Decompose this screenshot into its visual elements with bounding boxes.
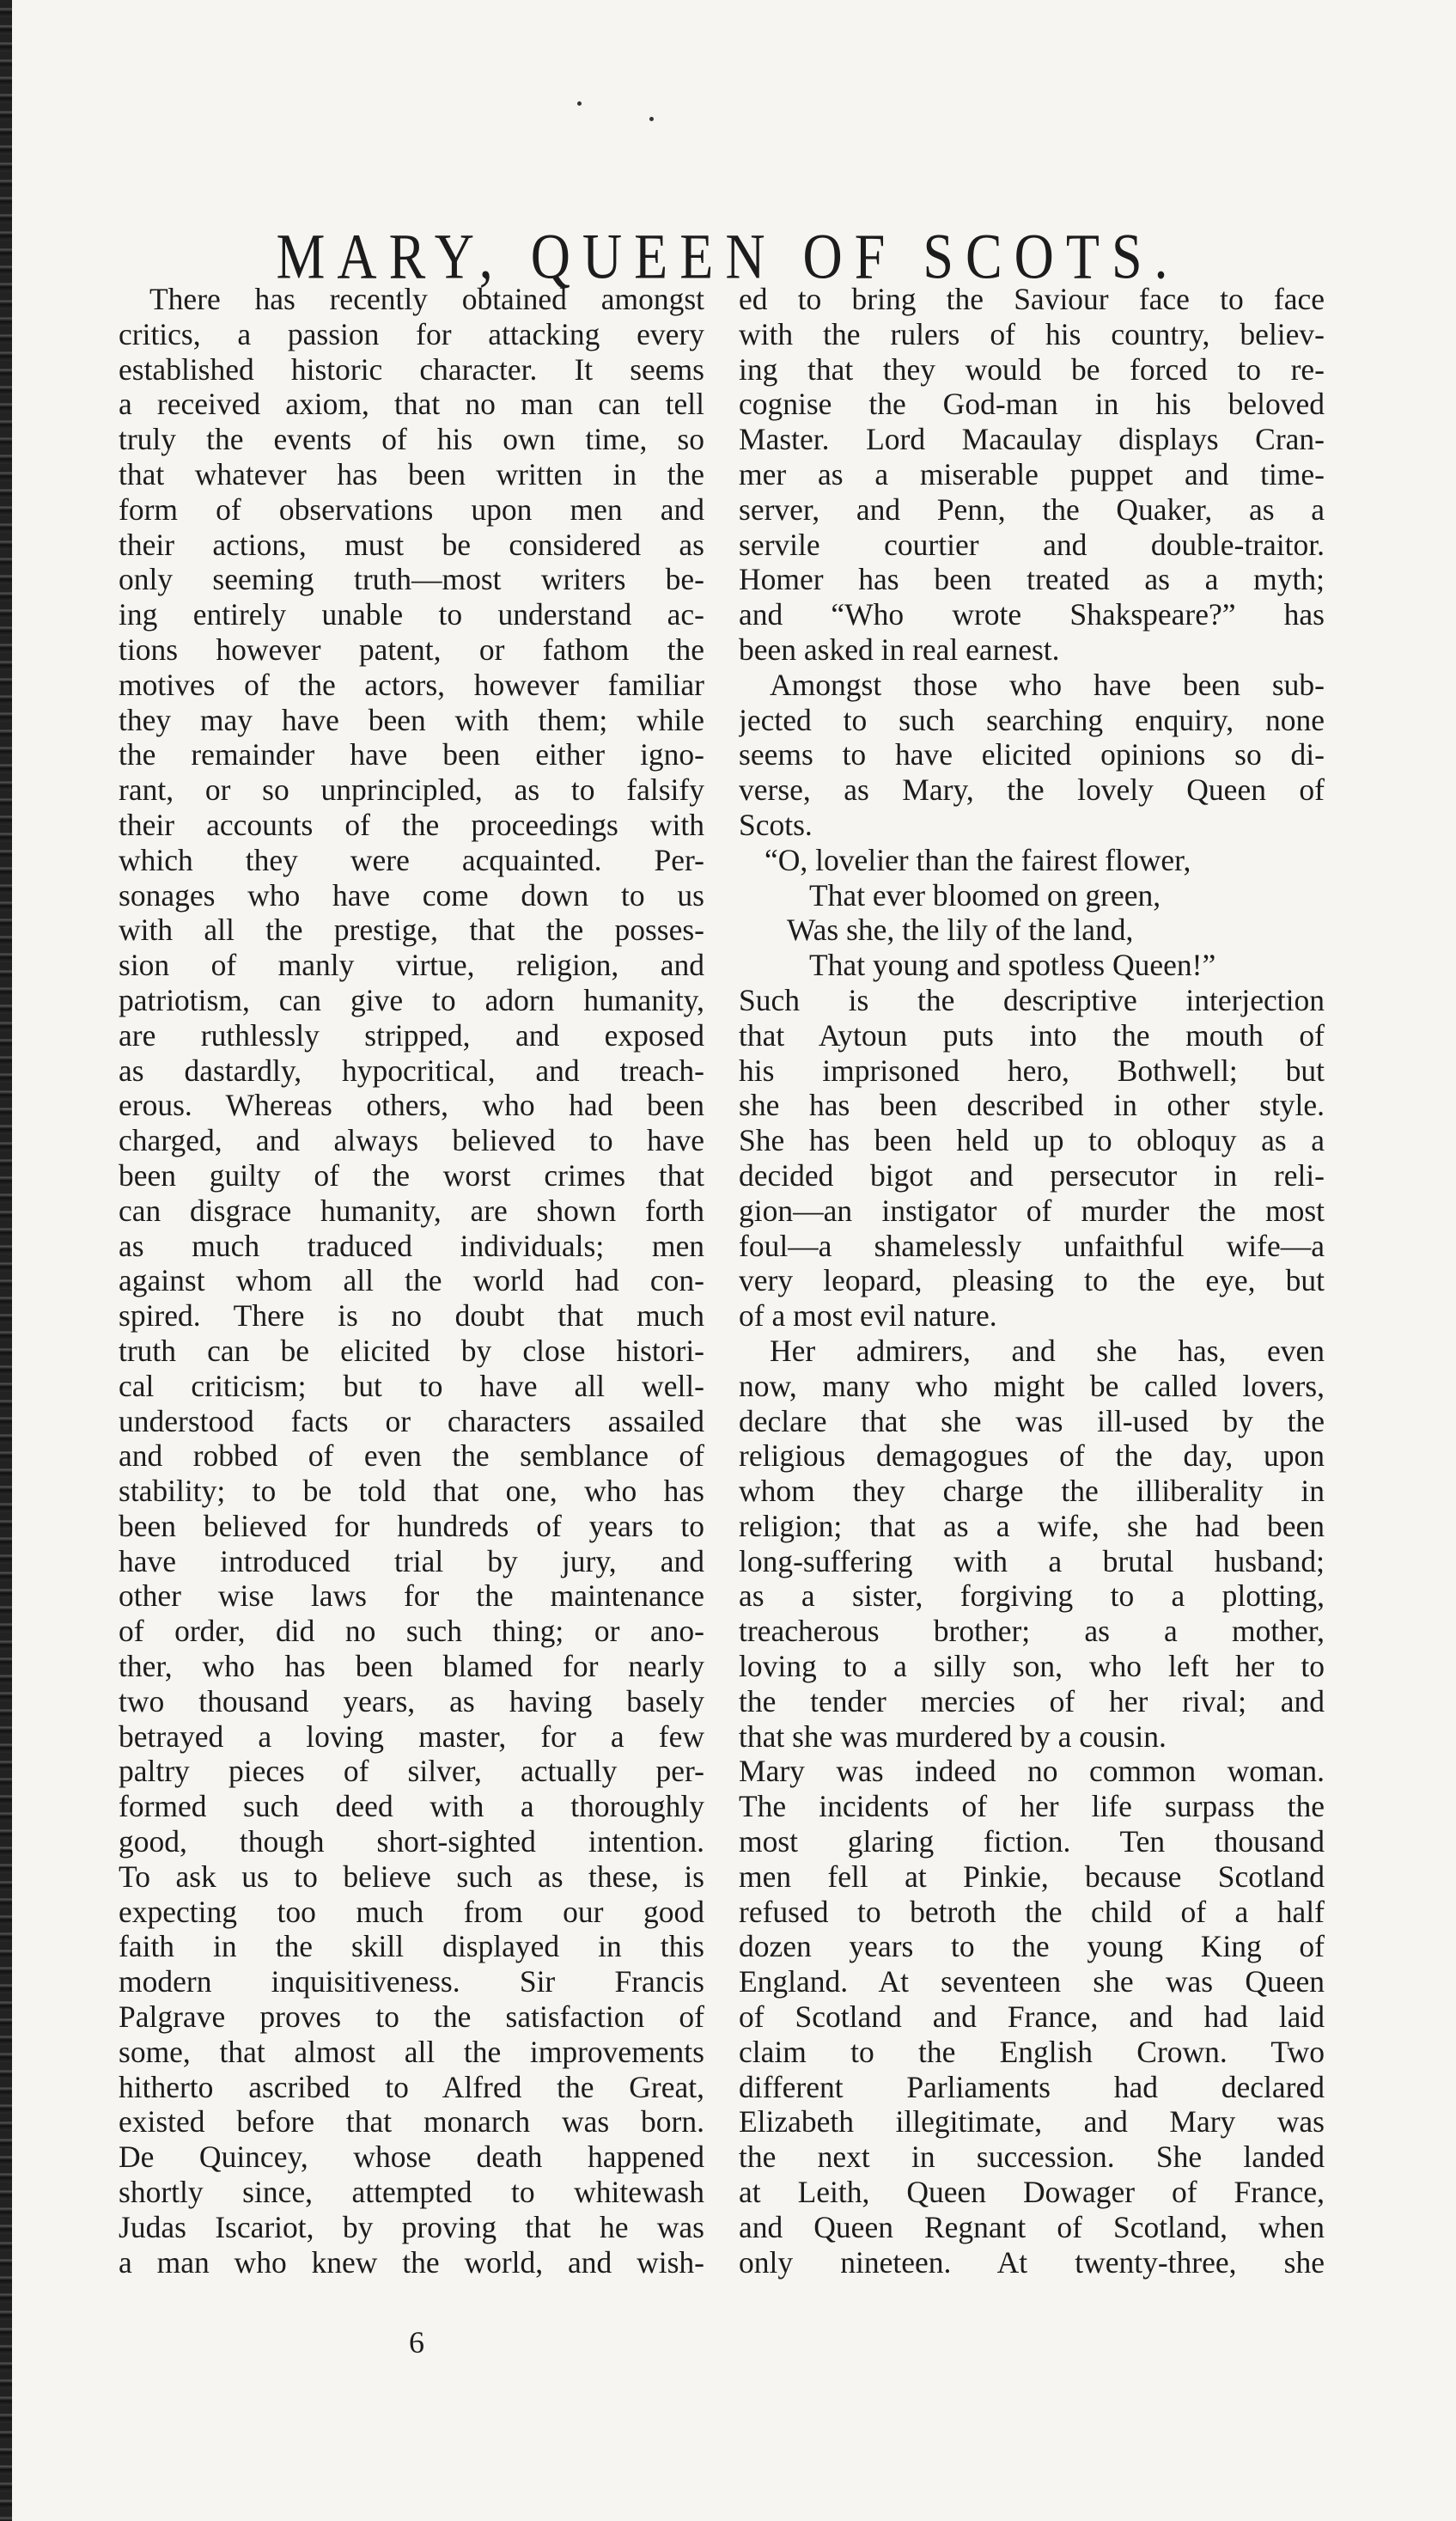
- text-line: formed such deed with a thoroughly: [119, 1789, 704, 1824]
- text-line: whom they charge the illiberality in: [739, 1474, 1325, 1509]
- text-line: been asked in real earnest.: [739, 632, 1060, 667]
- text-line: the remainder have been either igno-: [119, 737, 704, 772]
- text-line: as much traduced individuals; men: [119, 1228, 704, 1263]
- text-line: Palgrave proves to the satisfaction of: [119, 1999, 704, 2035]
- text-line: only nineteen. At twenty-three, she: [739, 2244, 1325, 2280]
- text-line: can disgrace humanity, are shown forth: [119, 1193, 704, 1228]
- text-line: ing that they would be forced to re-: [739, 351, 1325, 387]
- text-line: been guilty of the worst crimes that: [119, 1157, 704, 1193]
- text-line: religion; that as a wife, she had been: [739, 1508, 1325, 1543]
- text-line: charged, and always believed to have: [119, 1123, 704, 1158]
- text-line: a man who knew the world, and wish-: [119, 2244, 704, 2280]
- text-line: She has been held up to obloquy as a: [739, 1123, 1325, 1158]
- poem-line: That ever bloomed on green,: [809, 877, 1161, 913]
- text-line: some, that almost all the improvements: [119, 2034, 704, 2069]
- text-line: Her admirers, and she has, even: [770, 1333, 1325, 1368]
- text-line: erous. Whereas others, who had been: [119, 1088, 704, 1123]
- text-line: their accounts of the proceedings with: [119, 807, 704, 842]
- text-line: modern inquisitiveness. Sir Francis: [119, 1964, 704, 1999]
- text-line: only seeming truth—most writers be-: [119, 562, 704, 597]
- text-line: different Parliaments had declared: [739, 2069, 1325, 2104]
- text-line: mer as a miserable puppet and time-: [739, 456, 1325, 491]
- text-line: understood facts or characters assailed: [119, 1403, 704, 1438]
- text-line: hitherto ascribed to Alfred the Great,: [119, 2069, 704, 2104]
- text-line: and Queen Regnant of Scotland, when: [739, 2209, 1325, 2244]
- text-line: religious demagogues of the day, upon: [739, 1438, 1325, 1474]
- text-line: now, many who might be called lovers,: [739, 1368, 1325, 1403]
- page-title: MARY, QUEEN OF SCOTS.: [276, 220, 1180, 292]
- text-line: Scots.: [739, 807, 813, 842]
- text-line: Such is the descriptive interjection: [739, 982, 1325, 1017]
- text-line: server, and Penn, the Quaker, as a: [739, 491, 1325, 527]
- left-column: [119, 282, 704, 2327]
- text-line: that Aytoun puts into the mouth of: [739, 1017, 1325, 1053]
- text-line: truth can be elicited by close histori-: [119, 1333, 704, 1368]
- text-line: that whatever has been written in the: [119, 456, 704, 491]
- poem-line: That young and spotless Queen!”: [809, 948, 1216, 983]
- text-line: have introduced trial by jury, and: [119, 1543, 704, 1578]
- text-line: she has been described in other style.: [739, 1088, 1325, 1123]
- text-line: very leopard, pleasing to the eye, but: [739, 1263, 1325, 1298]
- poem-line: Was she, the lily of the land,: [787, 913, 1134, 948]
- text-line: of Scotland and France, and had laid: [739, 1999, 1325, 2035]
- text-line: of a most evil nature.: [739, 1298, 997, 1334]
- page-number: 6: [409, 2325, 424, 2359]
- text-line: To ask us to believe such as these, is: [119, 1859, 704, 1894]
- text-line: dozen years to the young King of: [739, 1929, 1325, 1964]
- text-line: cal criticism; but to have all well-: [119, 1368, 704, 1403]
- page-binding-edge: [0, 0, 12, 2521]
- print-speck: [649, 117, 654, 121]
- poem-line: “O, lovelier than the fairest flower,: [765, 842, 1191, 877]
- text-line: Mary was indeed no common woman.: [739, 1754, 1325, 1789]
- text-line: England. At seventeen she was Queen: [739, 1964, 1325, 1999]
- right-column: [739, 282, 1325, 2327]
- text-line: other wise laws for the maintenance: [119, 1578, 704, 1614]
- text-line: form of observations upon men and: [119, 491, 704, 527]
- text-line: Master. Lord Macaulay displays Cran-: [739, 422, 1325, 457]
- text-line: good, though short-sighted intention.: [119, 1824, 704, 1859]
- text-line: paltry pieces of silver, actually per-: [119, 1754, 704, 1789]
- text-line: servile courtier and double-traitor.: [739, 527, 1325, 562]
- text-line: men fell at Pinkie, because Scotland: [739, 1859, 1325, 1894]
- text-line: ing entirely unable to understand ac-: [119, 597, 704, 632]
- text-line: been believed for hundreds of years to: [119, 1508, 704, 1543]
- text-line: rant, or so unprincipled, as to falsify: [119, 772, 704, 808]
- text-line: truly the events of his own time, so: [119, 422, 704, 457]
- text-line: shortly since, attempted to whitewash: [119, 2175, 704, 2210]
- text-line: faith in the skill displayed in this: [119, 1929, 704, 1964]
- text-line: and “Who wrote Shakspeare?” has: [739, 597, 1325, 632]
- text-line: established historic character. It seems: [119, 351, 704, 387]
- text-line: verse, as Mary, the lovely Queen of: [739, 772, 1325, 808]
- text-line: jected to such searching enquiry, none: [739, 702, 1325, 737]
- text-line: There has recently obtained amongst: [149, 282, 704, 316]
- text-line: claim to the English Crown. Two: [739, 2034, 1325, 2069]
- text-line: patriotism, can give to adorn humanity,: [119, 982, 704, 1017]
- text-line: are ruthlessly stripped, and exposed: [119, 1017, 704, 1053]
- text-line: a received axiom, that no man can tell: [119, 387, 704, 422]
- text-line: at Leith, Queen Dowager of France,: [739, 2175, 1325, 2210]
- text-line: Homer has been treated as a myth;: [739, 562, 1325, 597]
- text-line: The incidents of her life surpass the: [739, 1789, 1325, 1824]
- text-line: ther, who has been blamed for nearly: [119, 1649, 704, 1684]
- text-line: with all the prestige, that the posses-: [119, 913, 704, 948]
- text-line: most glaring fiction. Ten thousand: [739, 1824, 1325, 1859]
- text-line: with the rulers of his country, believ-: [739, 316, 1325, 351]
- text-line: betrayed a loving master, for a few: [119, 1718, 704, 1754]
- text-line: Elizabeth illegitimate, and Mary was: [739, 2104, 1325, 2139]
- text-line: declare that she was ill-used by the: [739, 1403, 1325, 1438]
- text-line: seems to have elicited opinions so di-: [739, 737, 1325, 772]
- text-line: motives of the actors, however familiar: [119, 667, 704, 702]
- text-line: spired. There is no doubt that much: [119, 1298, 704, 1334]
- text-line: sion of manly virtue, religion, and: [119, 948, 704, 983]
- text-line: sonages who have come down to us: [119, 877, 704, 913]
- text-line: Judas Iscariot, by proving that he was: [119, 2209, 704, 2244]
- text-line: cognise the God-man in his beloved: [739, 387, 1325, 422]
- text-line: Amongst those who have been sub-: [770, 667, 1325, 702]
- text-line: as dastardly, hypocritical, and treach-: [119, 1053, 704, 1088]
- text-line: De Quincey, whose death happened: [119, 2139, 704, 2175]
- text-line: the tender mercies of her rival; and: [739, 1683, 1325, 1718]
- text-line: their actions, must be considered as: [119, 527, 704, 562]
- text-line: long-suffering with a brutal husband;: [739, 1543, 1325, 1578]
- text-line: expecting too much from our good: [119, 1894, 704, 1929]
- text-line: foul—a shamelessly unfaithful wife—a: [739, 1228, 1325, 1263]
- text-line: stability; to be told that one, who has: [119, 1474, 704, 1509]
- text-line: refused to betroth the child of a half: [739, 1894, 1325, 1929]
- print-speck: [577, 101, 582, 106]
- text-line: ed to bring the Saviour face to face: [739, 282, 1325, 316]
- text-line: critics, a passion for attacking every: [119, 316, 704, 351]
- text-line: of order, did no such thing; or ano-: [119, 1614, 704, 1649]
- text-line: against whom all the world had con-: [119, 1263, 704, 1298]
- text-line: the next in succession. She landed: [739, 2139, 1325, 2175]
- text-line: gion—an instigator of murder the most: [739, 1193, 1325, 1228]
- text-line: his imprisoned hero, Bothwell; but: [739, 1053, 1325, 1088]
- text-line: decided bigot and persecutor in reli-: [739, 1157, 1325, 1193]
- text-line: that she was murdered by a cousin.: [739, 1718, 1167, 1754]
- text-line: existed before that monarch was born.: [119, 2104, 704, 2139]
- text-line: two thousand years, as having basely: [119, 1683, 704, 1718]
- text-line: they may have been with them; while: [119, 702, 704, 737]
- text-line: which they were acquainted. Per-: [119, 842, 704, 877]
- text-line: tions however patent, or fathom the: [119, 632, 704, 667]
- text-line: treacherous brother; as a mother,: [739, 1614, 1325, 1649]
- text-line: as a sister, forgiving to a plotting,: [739, 1578, 1325, 1614]
- text-line: and robbed of even the semblance of: [119, 1438, 704, 1474]
- text-line: loving to a silly son, who left her to: [739, 1649, 1325, 1684]
